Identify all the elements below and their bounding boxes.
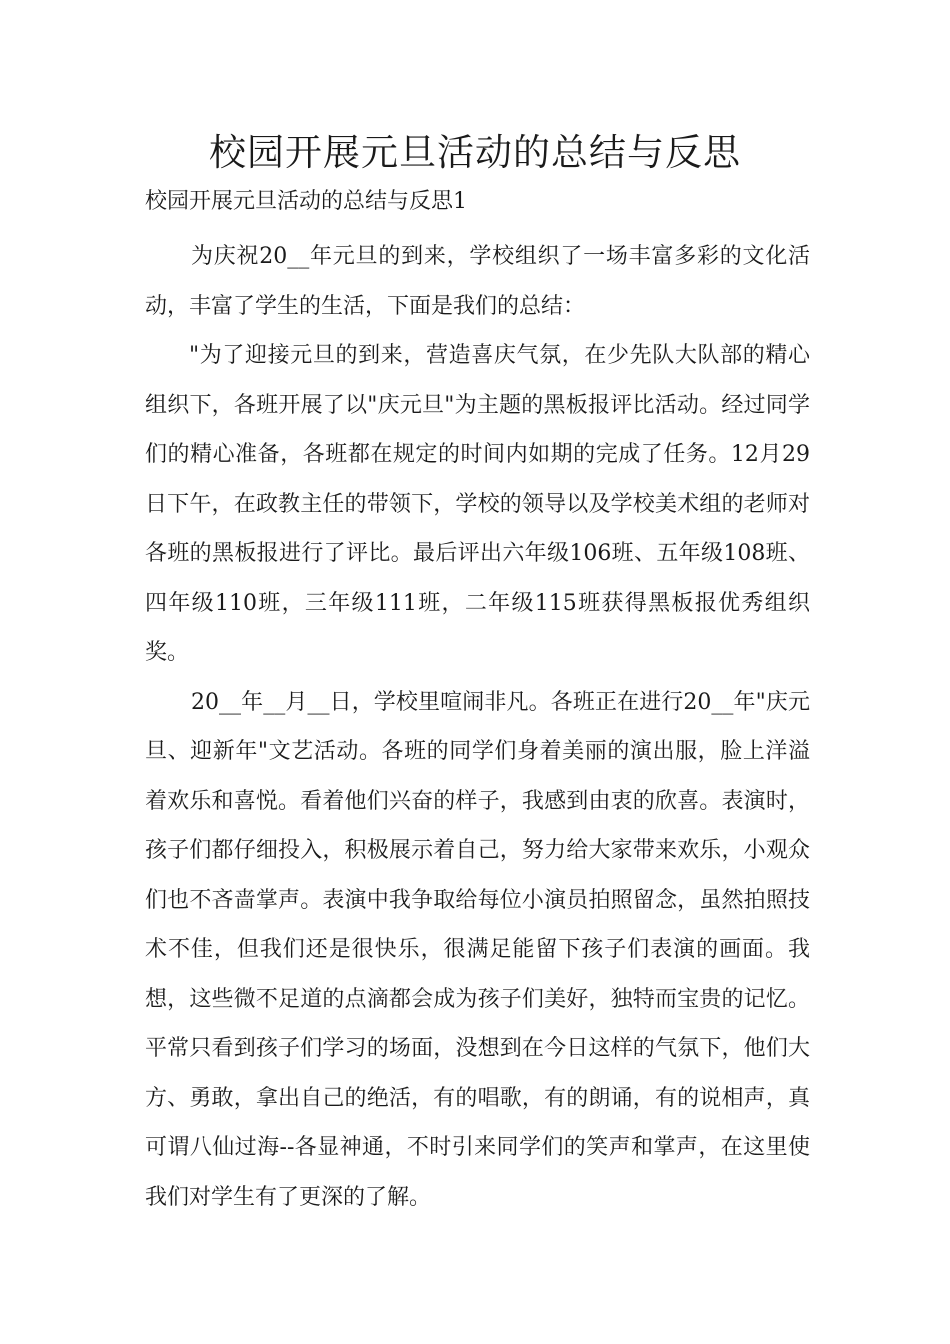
document-title: 校园开展元旦活动的总结与反思 bbox=[209, 131, 741, 174]
paragraph-intro: 为庆祝20__年元旦的到来，学校组织了一场丰富多彩的文化活动，丰富了学生的生活，下面是我们的总结： bbox=[145, 244, 810, 319]
paragraph-performance: 20__年__月__日，学校里喧闹非凡。各班正在进行20__年"庆元旦、迎新年"文艺活动。各班的同学们身着美丽的演出服，脸上洋溢着欢乐和喜悦。看着他们兴奋的样子，我感到由衷的欣喜。表演时，孩子们都仔细投入，积极展示着自己，努力给大家带来欢乐，小观众们也不吝啬掌声。表演中我争取给每位小演员拍照留念，虽然拍照技术不佳，但我们还是很快乐，很满足能留下孩子们表演的画面。我想，这些微不足道的点滴都会成为孩子们美好，独特而宝贵的记忆。平常只看到孩子们学习的场面，没想到在今日这样的气氛下，他们大方、勇敢，拿出自己的绝活，有的唱歌，有的朗诵，有的说相声，真可谓八仙过海--各显神通，不时引来同学们的笑声和掌声，在这里使我们对学生有了更深的了解。 bbox=[145, 689, 810, 1210]
document-subtitle: 校园开展元旦活动的总结与反思1 bbox=[145, 189, 467, 214]
paragraph-blackboard-contest: "为了迎接元旦的到来，营造喜庆气氛，在少先队大队部的精心组织下，各班开展了以"庆元旦"为主题的黑板报评比活动。经过同学们的精心准备，各班都在规定的时间内如期的完成了任务。12月29日下午，在政教主任的带领下，学校的领导以及学校美术组的老师对各班的黑板报进行了评比。最后评出六年级106班、五年级108班、四年级110班，三年级111班，二年级115班获得黑板报优秀组织奖。 bbox=[145, 343, 811, 665]
document-body bbox=[145, 232, 810, 1222]
